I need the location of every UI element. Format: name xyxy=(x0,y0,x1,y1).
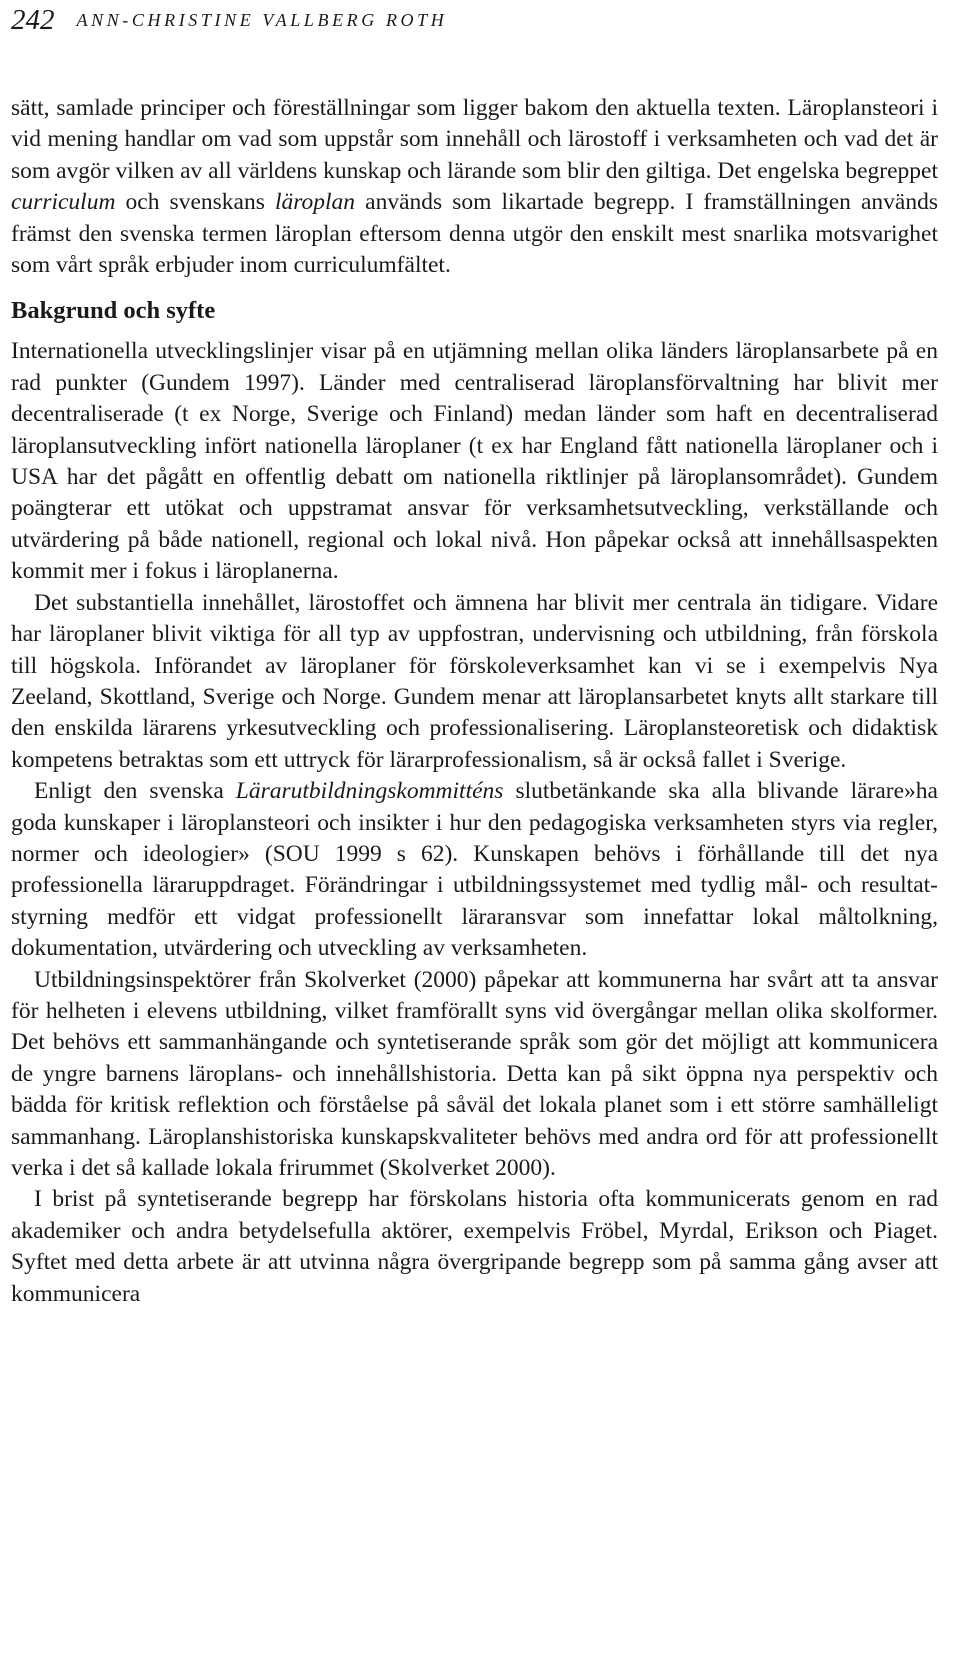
body-text xyxy=(11,93,938,1310)
term-laroplan: läroplan xyxy=(274,189,356,216)
paragraph: Det substantiella innehållet, lärostoffet och ämnena har blivit mer centrala än tidigare. Vidare har läroplaner blivit viktiga för all typ av uppfostran, undervisning och utbildning, från förskola till högskola. Införandet av läroplaner för förskoleverksamhet kan vi se i exempelvis Nya Zeeland, Skottland, Sverige och Norge. Gundem menar att läroplansarbetet knyts allt starkare till den enskilda lärarens yrkesutveckling och professionalisering. Läroplansteoretisk och didaktisk kompetens betraktas som ett uttryck för lärarprofessionalism, så är också fallet i Sverige. xyxy=(11,589,938,773)
paragraph: Internationella utvecklingslinjer visar på en utjämning mellan olika länders läroplansarbete på en rad punkter (Gundem 1997). Länder med centraliserad läroplansförvaltning har blivit mer decentraliserade (t ex Norge, Sverige och Finland) medan länder som haft en decentraliserad läroplansutveckling infört nationella läroplaner (t ex har England fått nationella läroplaner och i USA har det pågått en offentlig debatt om nationella riktlinjer på läroplansområdet). Gundem poängterar ett utökat och uppstramat ansvar för verksamhetsutveckling, verkställande och utvärdering på både nationell, regional och lokal nivå. Hon påpekar också att innehållsaspekten kommit mer i fokus i läroplanerna. xyxy=(11,338,938,585)
paragraph: Enligt den svenska Lärarutbildningskommitténs slutbetänkande ska alla blivande lärare»ha goda kunskaper i läroplansteori och insikter i hur den pedagogiska verksamheten styrs via regler, normer och ideologier» (SOU 1999 s 62). Kunskapen behövs i förhållande till det nya professionella läraruppdraget. Förändringar i utbildningssystemet med tydlig mål- och resultatstyrning medför ett vidgat professionellt läraransvar som innefattar lokal måltolkning, dokumentation, utvärdering och utveckling av verksamheten. xyxy=(11,778,938,962)
paragraph: sätt, samlade principer och föreställningar som ligger bakom den aktuella texten. Läroplansteori i vid mening handlar om vad som uppstår som innehåll och lärostoff i verksamheten och vad det är som avgör vilken av all världens kunskap och lärande som blir den giltiga. Det engelska begreppet curriculum och svenskans läroplan används som likartade begrepp. I framställningen används främst den svenska termen läroplan eftersom denna utgör den enskilt mest snarlika motsvarighet som vårt språk erbjuder inom curriculumfältet. xyxy=(11,95,939,279)
paragraph: I brist på syntetiserande begrepp har förskolans historia ofta kommunicerats genom en rad akademiker och andra betydelsefulla aktörer, exempelvis Fröbel, Myrdal, Erikson och Piaget. Syftet med detta arbete är att utvinna några övergripande begrepp som på samma gång avser att kommunicera xyxy=(11,1186,938,1307)
running-author: ANN-CHRISTINE VALLBERG ROTH xyxy=(76,10,448,30)
section-heading: Bakgrund och syfte xyxy=(11,297,216,325)
running-header xyxy=(11,0,447,40)
page-number: 242 xyxy=(11,4,55,36)
term-curriculum: curriculum xyxy=(11,189,116,216)
term-lararutbildningskommittens: Lärarutbildningskommitténs xyxy=(235,778,504,805)
paragraph: Utbildningsinspektörer från Skolverket (2000) påpekar att kommunerna har svårt att ta ansvar för helheten i elevens utbildning, vilket framförallt syns vid övergångar mellan olika skolformer. Det behövs ett sammanhängande och syntetiserande språk som gör det möjligt att kommunicera de yngre barnens läroplans- och innehållshistoria. Detta kan på sikt öppna nya perspektiv och bädda för kritisk reflektion och förståelse på såväl det lokala planet som i ett större samhälleligt sammanhang. Läroplanshistoriska kunskapskvaliteter behövs med andra ord för att professionellt verka i det så kallade lokala frirummet (Skolverket 2000). xyxy=(11,966,938,1181)
